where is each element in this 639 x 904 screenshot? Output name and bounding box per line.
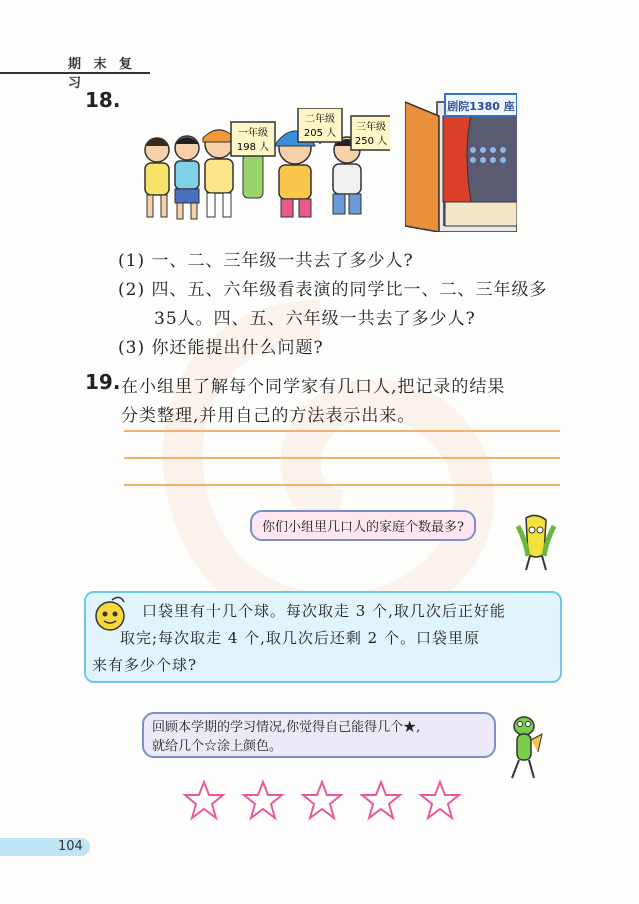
thinking-line-2: 取完;每次取走 4 个,取几次后还剩 2 个。口袋里原 [120, 629, 480, 647]
q18-part-2-continued: 35人。四、五、六年级一共去了多少人? [154, 309, 476, 329]
sign-grade-3-line2: 250 人 [354, 136, 388, 147]
theater-illustration [405, 92, 517, 232]
child-figure [203, 130, 235, 217]
grasshopper-character-icon [502, 712, 546, 782]
thinking-line-3: 来有多少个球? [92, 656, 198, 674]
children-illustration [135, 108, 390, 230]
page-number: 104 [58, 839, 83, 854]
sign-grade-3-line1: 三年级 [356, 122, 386, 133]
child-figure [275, 131, 315, 217]
q19-text-line-1: 在小组里了解每个同学家有几口人,把记录的结果 [121, 377, 506, 397]
writing-line [124, 430, 560, 432]
child-figure [175, 136, 199, 219]
rating-star-1[interactable] [185, 782, 223, 818]
question-18-number: 18. [85, 88, 121, 112]
writing-line [124, 484, 560, 486]
sign-grade-3 [351, 116, 390, 150]
sign-grade-2-line2: 205 人 [303, 128, 337, 139]
header-title: 期 末 复 习 [68, 57, 137, 91]
sign-grade-2 [298, 108, 342, 142]
rating-star-4[interactable] [362, 782, 400, 818]
q18-part-2: (2) 四、五、六年级看表演的同学比一、二、三年级多 [118, 280, 548, 300]
question-19-number: 19. [85, 370, 121, 394]
page-header [0, 50, 150, 91]
corn-speech-bubble [250, 510, 476, 541]
corn-character-icon [512, 512, 560, 572]
rating-star-5[interactable] [421, 782, 459, 818]
sign-grade-1-line2: 198 人 [236, 142, 270, 153]
theater-sign: 剧院1380 座 [447, 100, 515, 113]
rating-star-2[interactable] [244, 782, 282, 818]
sign-grade-2-line1: 二年级 [305, 114, 335, 125]
q18-part-3: (3) 你还能提出什么问题? [118, 338, 324, 358]
corn-speech-text: 你们小组里几口人的家庭个数最多? [262, 520, 464, 535]
rating-star-3[interactable] [303, 782, 341, 818]
review-line-2: 就给几个☆涂上颜色。 [152, 739, 283, 754]
review-line-1: 回顾本学期的学习情况,你觉得自己能得几个★, [152, 720, 421, 735]
q19-text-line-2: 分类整理,并用自己的方法表示出来。 [121, 406, 416, 426]
writing-line [124, 457, 560, 459]
answer-writing-lines[interactable] [124, 430, 560, 486]
rating-stars [180, 776, 470, 824]
q18-part-1: (1) 一、二、三年级一共去了多少人? [118, 251, 414, 271]
thinking-line-1: 口袋里有十几个球。每次取走 3 个,取几次后正好能 [142, 602, 506, 620]
sign-grade-1-line1: 一年级 [238, 128, 268, 139]
sign-grade-1 [231, 122, 275, 156]
child-figure [145, 138, 169, 217]
